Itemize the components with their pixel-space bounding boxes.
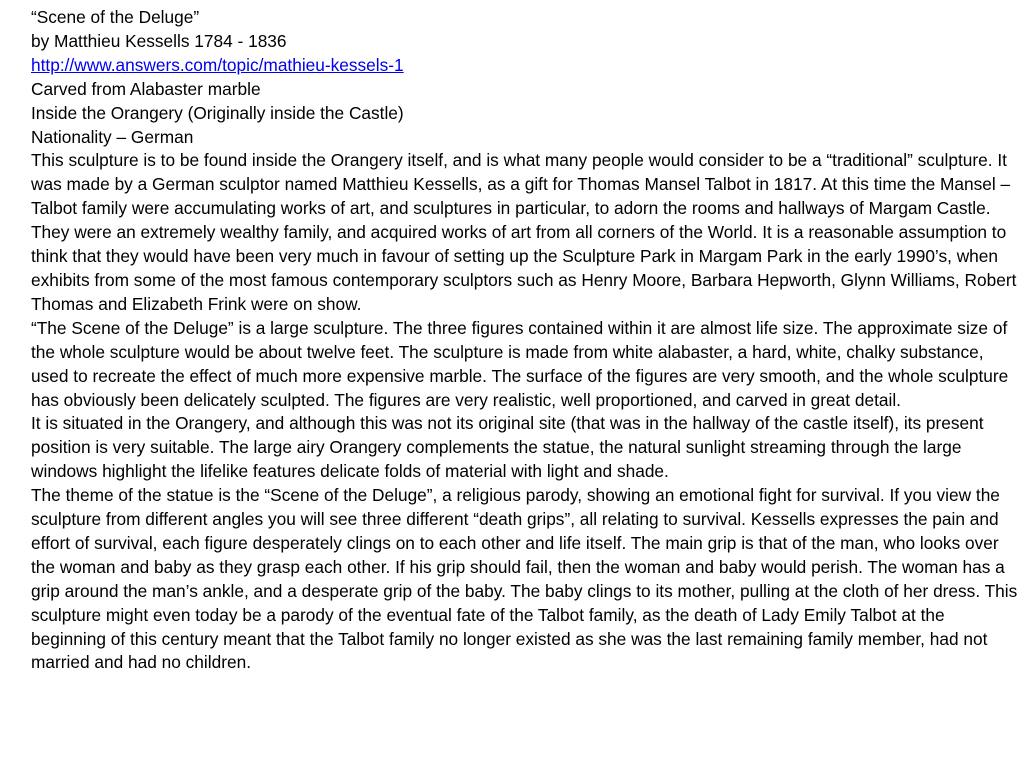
document-title: “Scene of the Deluge”: [31, 7, 200, 27]
source-link[interactable]: http://www.answers.com/topic/mathieu-kessels-1: [31, 54, 404, 75]
material-note: Carved from Alabaster marble: [31, 78, 261, 99]
paragraph-history: This sculpture is to be found inside the Orangery itself, and is what many people would consider to be a “traditional” sculpture. It was made by a German sculptor named Matthieu Kessells, as a gift for Thomas Mansel Talbot in 1817. At this time the Mansel – Talbot family were accumulating works of art, and sculptures in particular, to adorn the rooms and hallways of Margam Castle. They were an extremely wealthy family, and acquired works of art from all corners of the World. It is a reasonable assumption to think that they would have been very much in favour of setting up the Sculpture Park in Margam Park in the early 1990’s, when exhibits from some of the most famous contemporary sculptors such as Henry Moore, Barbara Hepworth, Glynn Williams, Robert Thomas and Elizabeth Frink were on show.: [31, 150, 1017, 314]
nationality-note: Nationality – German: [31, 126, 194, 147]
paragraph-setting: It is situated in the Orangery, and although this was not its original site (that was in the hallway of the castle itself), its present position is very suitable. The large airy Orangery complements the statue, the natural sunlight streaming through the large windows highlight the lifelike features delicate folds of material with light and shade.: [31, 413, 984, 482]
location-note: Inside the Orangery (Originally inside the Castle): [31, 102, 404, 123]
author-byline: by Matthieu Kessells 1784 - 1836: [31, 30, 287, 51]
paragraph-description: “The Scene of the Deluge” is a large sculpture. The three figures contained within it are almost life size. The approximate size of the whole sculpture would be about twelve feet. The sculpture is made from white alabaster, a hard, white, chalky substance, used to recreate the effect of much more expensive marble. The surface of the figures are very smooth, and the whole sculpture has obviously been delicately sculpted. The figures are very realistic, well proportioned, and carved in great detail.: [31, 317, 1009, 410]
paragraph-theme: The theme of the statue is the “Scene of the Deluge”, a religious parody, showing an emotional fight for survival. If you view the sculpture from different angles you will see three different “death grips”, all relating to survival. Kessells expresses the pain and effort of survival, each figure desperately clings on to each other and life itself. The main grip is that of the man, who looks over the woman and baby as they grasp each other. If his grip should fail, then the woman and baby would perish. The woman has a grip around the man’s ankle, and a desperate grip of the baby. The baby clings to its mother, pulling at the cloth of her dress. This sculpture might even today be a parody of the eventual fate of the Talbot family, as the death of Lady Emily Talbot at the beginning of this century meant that the Talbot family no longer existed as she was the last remaining family member, had not married and had no children.: [31, 485, 1018, 673]
document-body: [31, 6, 1021, 675]
